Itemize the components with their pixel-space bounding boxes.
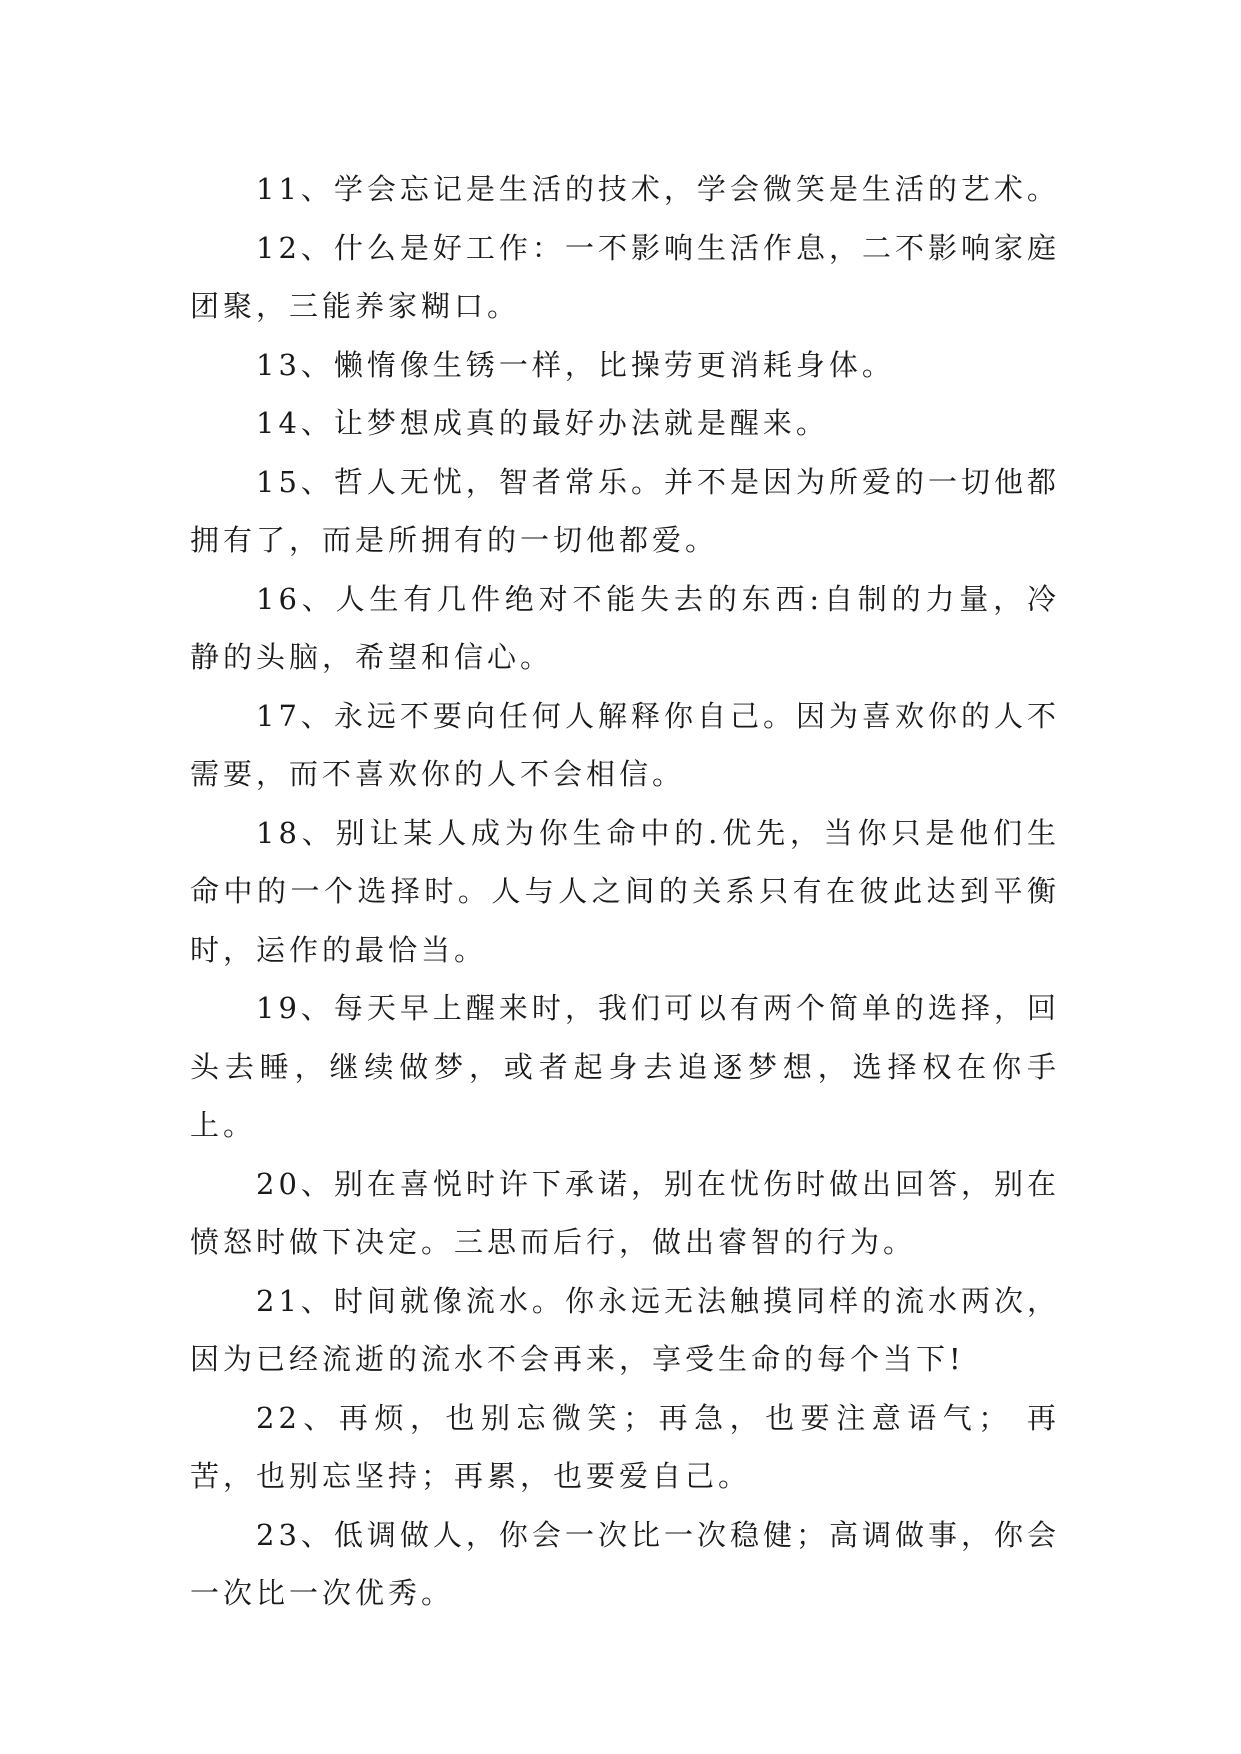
paragraph-13: 13、懒惰像生锈一样，比操劳更消耗身体。 — [256, 347, 895, 382]
paragraph-18: 18、别让某人成为你生命中的.优先，当你只是他们生命中的一个选择时。人与人之间的关系只有在彼此达到平衡时，运作的最恰当。 — [190, 815, 1060, 967]
paragraph-15: 15、哲人无忧，智者常乐。并不是因为所爱的一切他都拥有了，而是所拥有的一切他都爱。 — [190, 464, 1060, 557]
paragraph-21: 21、时间就像流水。你永远无法触摸同样的流水两次，因为已经流逝的流水不会再来，享受生命的每个当下! — [190, 1283, 1060, 1376]
paragraph-11: 11、学会忘记是生活的技术，学会微笑是生活的艺术。 — [256, 172, 1060, 206]
paragraph-22: 22、再烦，也别忘微笑；再急，也要注意语气； 再苦，也别忘坚持；再累，也要爱自己。 — [190, 1400, 1060, 1493]
paragraph-12: 12、什么是好工作：一不影响生活作息，二不影响家庭团聚，三能养家糊口。 — [190, 230, 1060, 323]
paragraph-20: 20、别在喜悦时许下承诺，别在忧伤时做出回答，别在愤怒时做下决定。三思而后行，做出睿智的行为。 — [190, 1166, 1060, 1259]
paragraph-23: 23、低调做人，你会一次比一次稳健；高调做事，你会一次比一次优秀。 — [190, 1517, 1060, 1610]
paragraph-17: 17、永远不要向任何人解释你自己。因为喜欢你的人不需要，而不喜欢你的人不会相信。 — [190, 698, 1060, 791]
paragraph-14: 14、让梦想成真的最好办法就是醒来。 — [256, 406, 829, 440]
paragraph-19: 19、每天早上醒来时，我们可以有两个简单的选择，回头去睡，继续做梦，或者起身去追逐梦想，选择权在你手上。 — [190, 991, 1060, 1142]
document-body — [190, 160, 1060, 1623]
paragraph-16: 16、人生有几件绝对不能失去的东西:自制的力量，冷静的头脑，希望和信心。 — [190, 581, 1060, 674]
